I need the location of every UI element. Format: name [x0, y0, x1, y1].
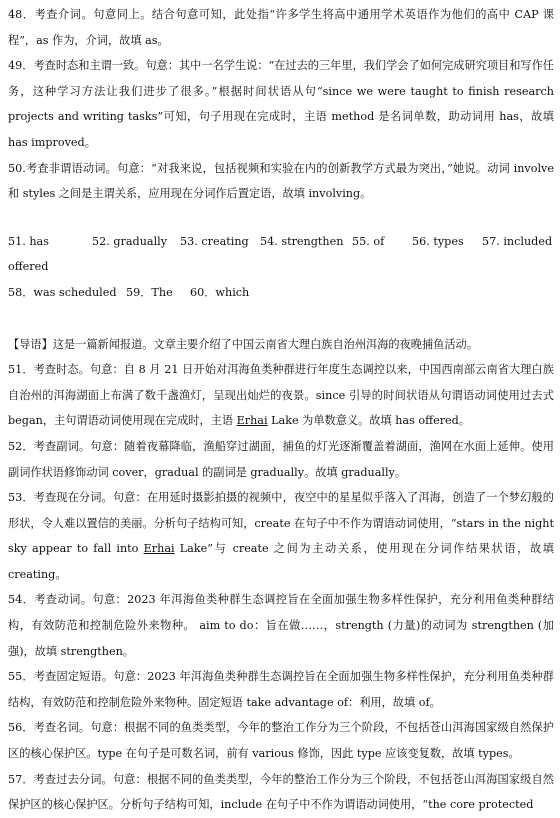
- explanation-56: 56．考查名词。句意：根据不同的鱼类类型，今年的整治工作分为三个阶段，不包括苍山洱海国家级自然保护区的核心保护区。type 在句子是可数名词，前有 various 修饰，因此 type 应该变复数，故填 types。: [8, 721, 554, 761]
- explanation-57: 57．考查过去分词。句意：根据不同的鱼类类型，今年的整治工作分为三个阶段，不包括苍山洱海国家级自然保护区的核心保护区。分析句子结构可知，include 在句子中不作为谓语动词使用，“the core protected: [8, 772, 554, 812]
- explanation-51: 51．考查时态。句意：自 8 月 21 日开始对洱海鱼类种群进行年度生态调控以来，中国西南部云南省大理白族自治州的洱海湖面上布满了数千盏渔灯，呈现出灿烂的夜景。since 引导的时间状语从句谓语动词使用过去式 began，主句谓语动词使用现在完成时，主语 Erhai Lake 为单数意义。故填 has offered。: [8, 363, 554, 428]
- answer-row-2: [8, 280, 554, 306]
- explanation-54: 54．考查动词。句意：2023 年洱海鱼类种群生态调控旨在全面加强生物多样性保护，充分利用鱼类种群结构，有效防范和控制危险外来物种。 aim to do：旨在做……，strength (力量)的动词为 strengthen (加强)，故填 strengthen。: [8, 593, 554, 658]
- answer-59: 59．The: [126, 285, 173, 299]
- explanation-53: 53．考查现在分词。句意：在用延时摄影拍摄的视频中，夜空中的星星似乎落入了洱海，创造了一个梦幻般的形状，令人难以置信的美丽。分析句子结构可知，create 在句子中不作为谓语动词使用，“stars in the night sky appear to fall into Erhai Lake”与 create 之间为主动关系，使用现在分词作结果状语，故填 creating。: [8, 491, 554, 581]
- answer-56: 56. types: [412, 234, 464, 248]
- answer-53: 53. creating: [180, 234, 249, 248]
- explanation-52: 52．考查副词。句意：随着夜幕降临，渔船穿过湖面，捕鱼的灯光逐渐覆盖着湖面，渔网在水面上延伸。使用副词作状语修饰动词 cover，gradual 的副词是 gradually。故填 gradually。: [8, 439, 554, 479]
- answer-key: [8, 229, 554, 306]
- explanation-49: 49．考查时态和主谓一致。句意：其中一名学生说：“在过去的三年里，我们学会了如何完成研究项目和写作任务，这种学习方法让我们进步了很多。”根据时间状语从句“since we were taught to finish research projects and writing tasks”可知，句子用现在完成时，主语 method 是名词单数，助动词用 has，故填 has improved。: [8, 59, 554, 149]
- answer-58: 58．was scheduled: [8, 285, 117, 299]
- answer-60: 60．which: [190, 285, 250, 299]
- answer-55: 55. of: [352, 234, 385, 248]
- answer-52: 52. gradually: [92, 234, 168, 248]
- explanation-48: 48．考查介词。句意同上。结合句意可知，此处指“许多学生将高中通用学术英语作为他们的高中 CAP 课程”，as 作为，介词，故填 as。: [8, 8, 554, 47]
- answer-row-1: [8, 229, 554, 280]
- guide-intro: 【导语】这是一篇新闻报道。文章主要介绍了中国云南省大理白族自治州洱海的夜晚捕鱼活动。: [8, 337, 478, 351]
- answer-54: 54. strengthen: [260, 234, 344, 248]
- answer-57: 57. included: [482, 234, 553, 248]
- explanation-55: 55．考查固定短语。句意：2023 年洱海鱼类种群生态调控旨在全面加强生物多样性保护，充分利用鱼类种群结构，有效防范和控制危险外来物种。固定短语 take advantage of：利用，故填 of。: [8, 670, 554, 709]
- explanation-50: 50.考查非谓语动词。句意：“对我来说，包括视频和实验在内的创新教学方式最为突出，”她说。动词 involve 和 styles 之间是主谓关系，应用现在分词作后置定语，故填 involving。: [8, 161, 554, 201]
- answer-51: 51. has offered: [8, 234, 49, 274]
